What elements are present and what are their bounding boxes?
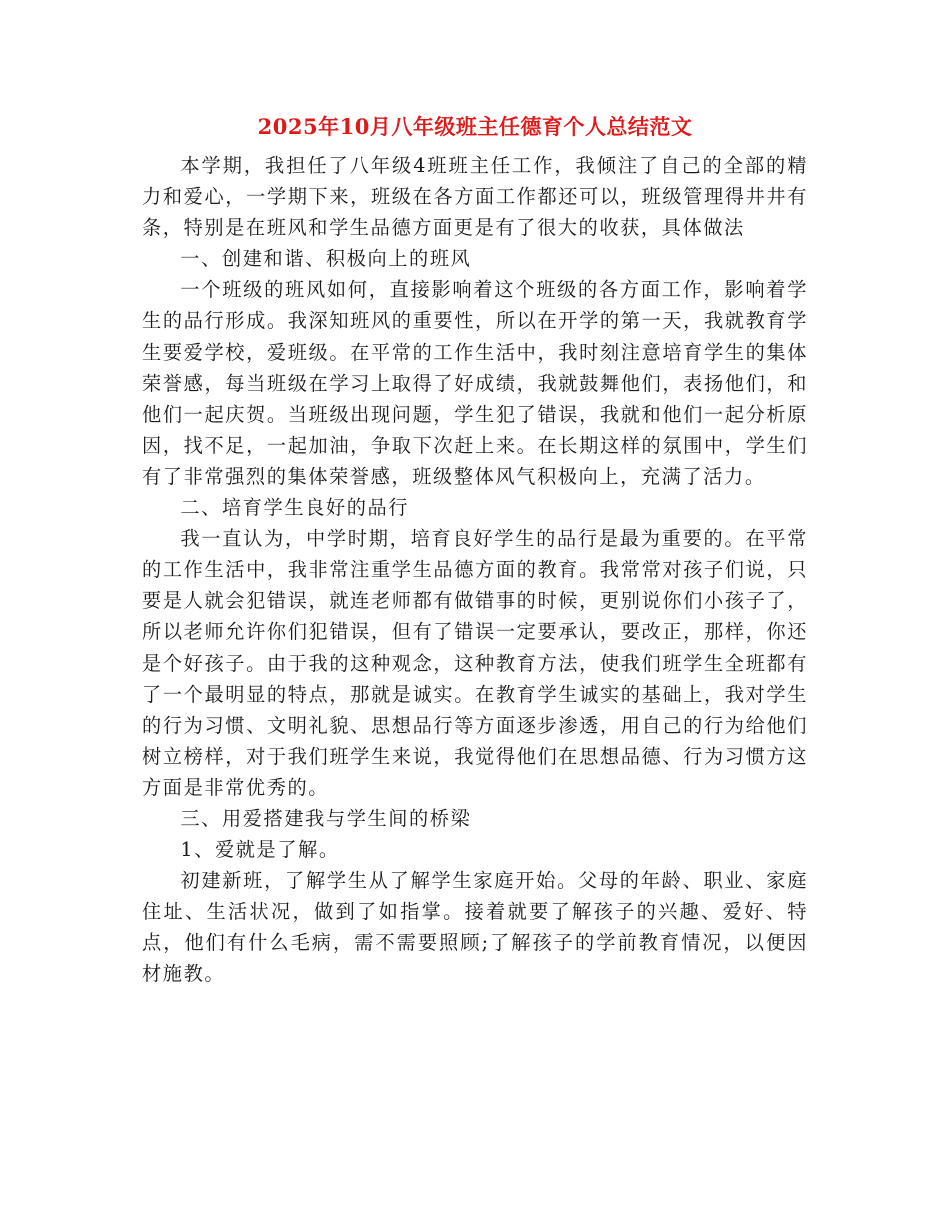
paragraph-understanding: 初建新班，了解学生从了解学生家庭开始。父母的年龄、职业、家庭住址、生活状况，做到了如指掌。接着就要了解孩子的兴趣、爱好、特点，他们有什么毛病，需不需要照顾;了解孩子的学前教育情况，以便因材施教。 — [142, 869, 808, 986]
section-heading-2: 二、培育学生良好的品行 — [180, 496, 410, 520]
paragraph-class-spirit: 一个班级的班风如何，直接影响着这个班级的各方面工作，影响着学生的品行形成。我深知班风的重要性，所以在开学的第一天，我就教育学生要爱学校，爱班级。在平常的工作生活中，我时刻注意培育学生的集体荣誉感，每当班级在学习上取得了好成绩，我就鼓舞他们，表扬他们，和他们一起庆贺。当班级出现问题，学生犯了错误，我就和他们一起分析原因，找不足，一起加油，争取下次赶上来。在长期这样的氛围中，学生们有了非常强烈的集体荣誉感，班级整体风气积极向上，充满了活力。 — [142, 278, 808, 488]
section-heading-1: 一、创建和谐、积极向上的班风 — [180, 247, 472, 271]
paragraph-character: 我一直认为，中学时期，培育良好学生的品行是最为重要的。在平常的工作生活中，我非常注重学生品德方面的教育。我常常对孩子们说，只要是人就会犯错误，就连老师都有做错事的时候，更别说你们小孩子了，所以老师允许你们犯错误，但有了错误一定要承认，要改正，那样，你还是个好孩子。由于我的这种观念，这种教育方法，使我们班学生全班都有了一个最明显的特点，那就是诚实。在教育学生诚实的基础上，我对学生的行为习惯、文明礼貌、思想品行等方面逐步渗透，用自己的行为给他们树立榜样，对于我们班学生来说，我觉得他们在思想品德、行为习惯方这方面是非常优秀的。 — [142, 527, 808, 799]
section-heading-3: 三、用爱搭建我与学生间的桥梁 — [180, 806, 472, 830]
document-body — [142, 150, 808, 990]
subsection-heading-1: 1、爱就是了解。 — [180, 838, 340, 862]
paragraph-intro: 本学期，我担任了八年级4班班主任工作，我倾注了自己的全部的精力和爱心，一学期下来，班级在各方面工作都还可以，班级管理得井井有条，特别是在班风和学生品德方面更是有了很大的收获，具体做法 — [142, 154, 808, 240]
document-title: 2025年10月八年级班主任德育个人总结范文 — [257, 114, 693, 139]
